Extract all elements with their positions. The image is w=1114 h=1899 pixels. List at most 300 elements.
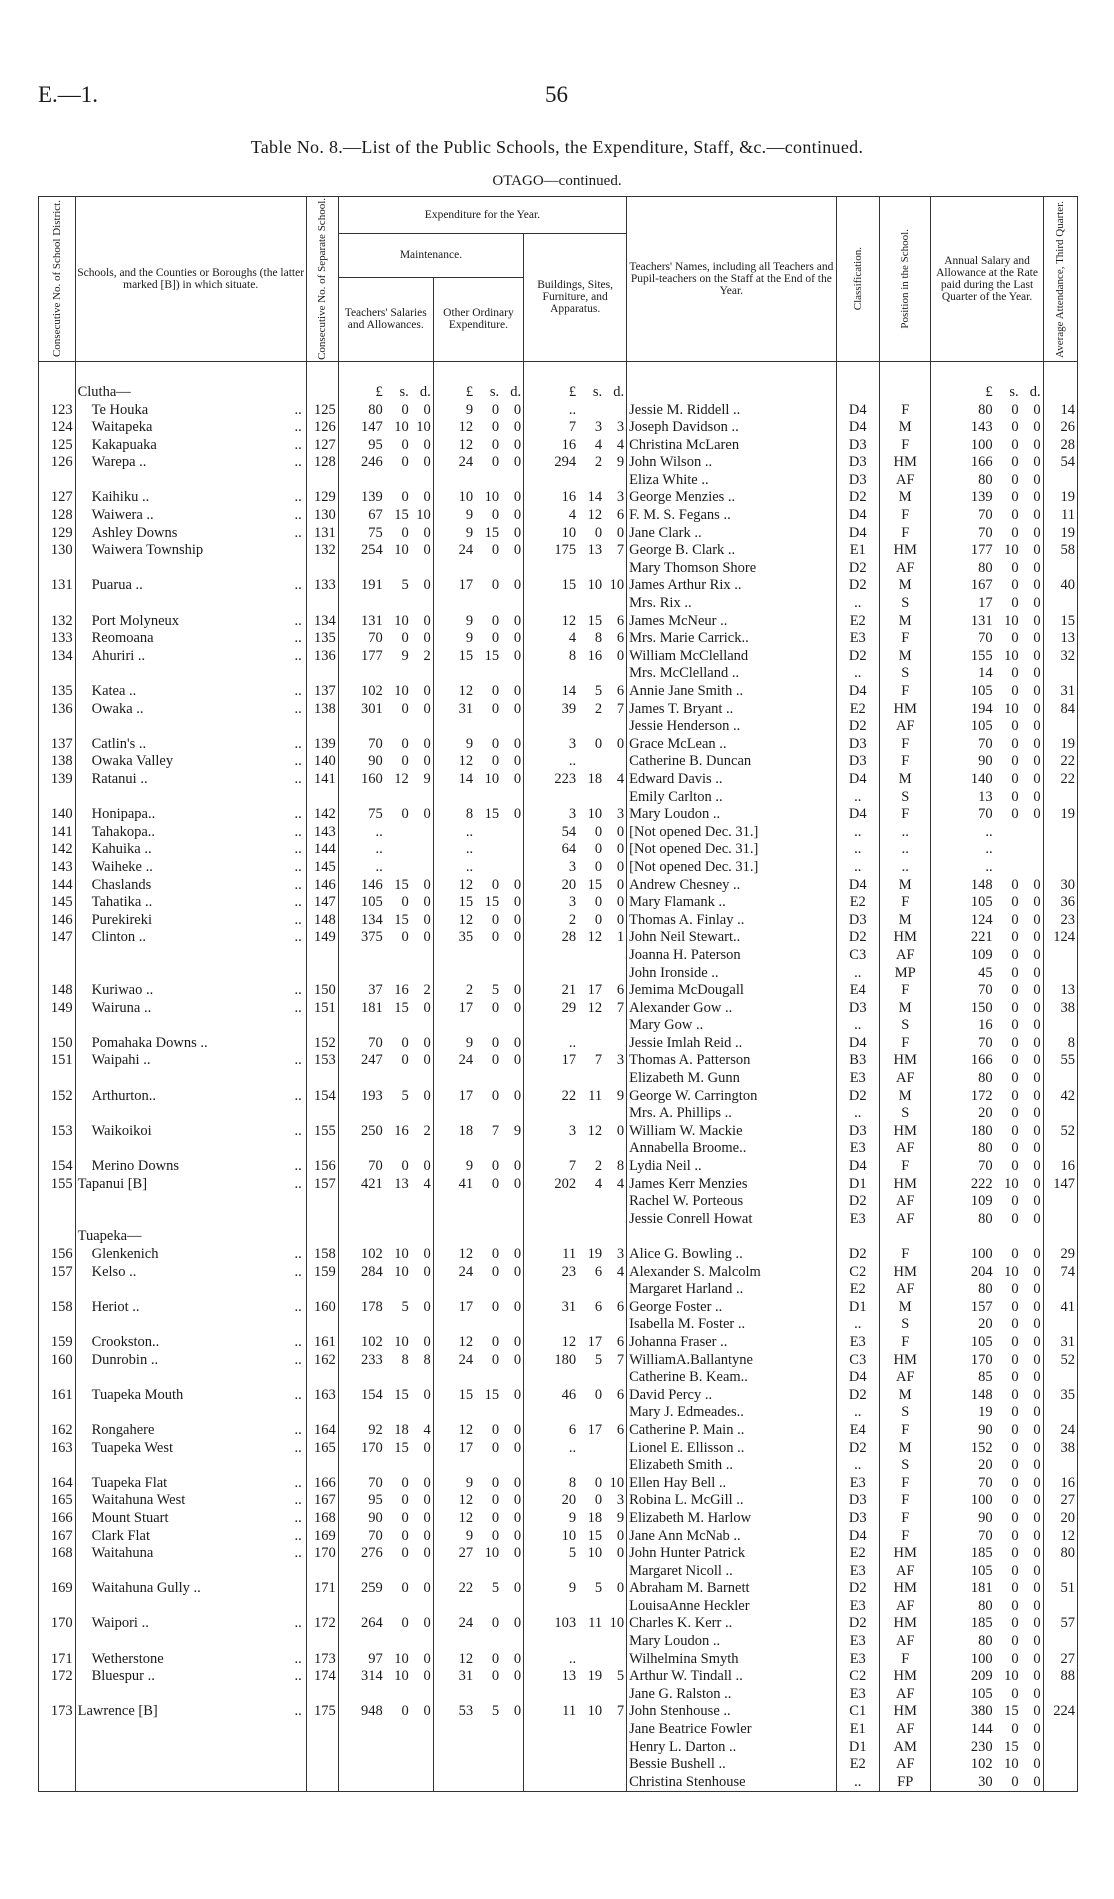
- school-name: [75, 1563, 306, 1581]
- teacher-name: James Arthur Rix ..: [627, 577, 836, 595]
- sal-pounds: 160: [360, 770, 383, 787]
- other-expenditure-cell: [433, 454, 523, 472]
- position: HM: [880, 929, 931, 947]
- table-row: [39, 1369, 1078, 1387]
- bld-pence: 6: [616, 1298, 625, 1315]
- ann-shillings: 0: [1011, 1404, 1019, 1421]
- ann-pounds: 16: [978, 1017, 993, 1034]
- district-number: 152: [39, 1088, 76, 1106]
- average-attendance: [1043, 1756, 1077, 1774]
- money-value: [933, 648, 1040, 666]
- salaries-cell: [338, 1492, 433, 1510]
- salaries-cell: [338, 1123, 433, 1141]
- sal-pence: 0: [423, 489, 431, 506]
- separate-school-number: [306, 665, 338, 683]
- oth-shillings: [479, 841, 499, 859]
- ann-shillings: 10: [1004, 612, 1019, 629]
- oth-shillings: 0: [491, 1351, 500, 1368]
- annual-salary-cell: [931, 1334, 1043, 1352]
- bld-pounds: 11: [562, 1246, 577, 1262]
- money-value: [436, 753, 521, 771]
- teacher-name: William McClelland: [627, 648, 836, 666]
- ann-shillings: 0: [1011, 1158, 1019, 1175]
- district-number: 166: [39, 1510, 76, 1528]
- other-expenditure-cell: [433, 1703, 523, 1721]
- money-value: [526, 894, 624, 912]
- teacher-name: Wilhelmina Smyth: [627, 1651, 836, 1669]
- separate-school-number: [306, 1756, 338, 1774]
- leader-dots: ..: [294, 454, 302, 471]
- school-name: [75, 736, 306, 754]
- buildings-cell: [524, 1651, 627, 1669]
- classification: D2: [836, 560, 879, 578]
- money-value: [341, 1615, 431, 1633]
- position: F: [880, 402, 931, 420]
- money-value: [933, 1422, 1040, 1440]
- bld-shillings: 15: [587, 876, 603, 893]
- money-value: [933, 1105, 1040, 1123]
- position: AF: [880, 947, 931, 965]
- money-value: [436, 1052, 521, 1070]
- sal-shillings: [389, 859, 409, 877]
- oth-pence: 0: [513, 1545, 522, 1562]
- ann-pounds: ..: [985, 841, 993, 858]
- other-expenditure-cell: [433, 1774, 523, 1792]
- bld-pence: 4: [616, 770, 625, 787]
- oth-pence: 0: [513, 894, 522, 911]
- average-attendance: 24: [1043, 1422, 1077, 1440]
- teacher-name: Elizabeth M. Gunn: [627, 1070, 836, 1088]
- buildings-cell: [524, 1739, 627, 1757]
- sal-shillings: 0: [401, 489, 409, 506]
- classification: E2: [836, 1545, 879, 1563]
- position: S: [880, 1017, 931, 1035]
- school-name: [75, 1615, 306, 1633]
- school-name-text: Kuriwao ..: [91, 982, 154, 999]
- sal-pence: 0: [423, 1263, 431, 1280]
- ann-pounds: 20: [978, 1105, 993, 1122]
- other-expenditure-cell: [433, 1070, 523, 1088]
- oth-pounds: 18: [458, 1122, 474, 1139]
- ann-pounds: 124: [970, 911, 993, 928]
- classification: D4: [836, 806, 879, 824]
- average-attendance: 224: [1043, 1703, 1077, 1721]
- bld-pounds: 46: [561, 1386, 577, 1403]
- salaries-cell: [338, 361, 433, 401]
- teacher-name: [Not opened Dec. 31.]: [627, 841, 836, 859]
- oth-shillings: 0: [491, 1087, 500, 1104]
- separate-school-number: [306, 1686, 338, 1704]
- bld-pence: 7: [616, 1703, 625, 1720]
- money-value: [933, 1492, 1040, 1510]
- ann-pence: 0: [1033, 489, 1041, 506]
- ann-pounds: 80: [978, 559, 993, 576]
- leader-dots: ..: [294, 1122, 302, 1139]
- bld-shillings: 2: [594, 700, 603, 717]
- salaries-cell: [338, 1105, 433, 1123]
- money-value: [933, 1387, 1040, 1405]
- position: F: [880, 753, 931, 771]
- salaries-cell: [338, 1598, 433, 1616]
- oth-shillings: 0: [491, 419, 500, 436]
- separate-school-number: [306, 1070, 338, 1088]
- teacher-name: Margaret Harland ..: [627, 1281, 836, 1299]
- money-value: [526, 912, 624, 930]
- sal-shillings: 10: [394, 612, 409, 629]
- teacher-name: Charles K. Kerr ..: [627, 1615, 836, 1633]
- money-value: [933, 1193, 1040, 1211]
- salaries-cell: [338, 1404, 433, 1422]
- annual-salary-cell: [931, 1105, 1043, 1123]
- other-expenditure-cell: [433, 1264, 523, 1282]
- salaries-cell: [338, 1070, 433, 1088]
- district-number: 130: [39, 542, 76, 560]
- ann-shillings: [999, 859, 1019, 877]
- salaries-cell: [338, 525, 433, 543]
- sal-shillings: 0: [401, 436, 409, 453]
- leader-dots: ..: [294, 841, 302, 858]
- money-value: [526, 1088, 624, 1106]
- oth-shillings: 0: [491, 1333, 500, 1350]
- teacher-name: Mrs. Rix ..: [627, 595, 836, 613]
- position: AF: [880, 718, 931, 736]
- sal-pounds: 421: [360, 1175, 383, 1192]
- buildings-cell: [524, 1158, 627, 1176]
- classification: D1: [836, 1299, 879, 1317]
- leader-dots: ..: [294, 683, 302, 699]
- oth-shillings: 0: [491, 454, 500, 471]
- money-value: [526, 736, 624, 754]
- money-value: [933, 1246, 1040, 1264]
- bld-pence: 4: [616, 436, 625, 453]
- annual-salary-cell: [931, 841, 1043, 859]
- oth-pounds: 12: [458, 1509, 474, 1526]
- bld-pounds: 9: [568, 1580, 577, 1597]
- money-value: [526, 1545, 624, 1563]
- money-value: [341, 1246, 431, 1264]
- table-row: [39, 1615, 1078, 1633]
- money-value: [933, 1369, 1040, 1387]
- ann-pounds: 144: [970, 1721, 993, 1738]
- annual-salary-cell: [931, 560, 1043, 578]
- oth-pounds: 35: [458, 929, 474, 946]
- sal-shillings: 0: [401, 1545, 409, 1562]
- ann-pence: 0: [1033, 1034, 1041, 1051]
- money-value: [436, 648, 521, 666]
- money-value: [933, 1035, 1040, 1053]
- ann-pence: 0: [1033, 735, 1041, 752]
- ann-pence: 0: [1033, 1650, 1041, 1667]
- bld-shillings: 12: [587, 929, 603, 946]
- oth-shillings: 0: [491, 1158, 500, 1175]
- ann-shillings: 0: [1011, 876, 1019, 893]
- ann-pence: 0: [1033, 999, 1041, 1016]
- teacher-name: Annabella Broome..: [627, 1140, 836, 1158]
- average-attendance: 58: [1043, 542, 1077, 560]
- average-attendance: 8: [1043, 1035, 1077, 1053]
- school-name-text: Owaka ..: [91, 700, 144, 717]
- separate-school-number: [306, 718, 338, 736]
- oth-pence: 0: [513, 1615, 522, 1632]
- salaries-cell: [338, 1299, 433, 1317]
- buildings-cell: [524, 1052, 627, 1070]
- average-attendance: [1043, 1739, 1077, 1757]
- separate-school-number: 161: [306, 1334, 338, 1352]
- oth-pence: 0: [513, 436, 522, 453]
- sal-shillings: 10: [394, 1668, 409, 1685]
- bld-pounds: 15: [561, 577, 577, 594]
- bld-pence: 9: [616, 1509, 625, 1526]
- ann-pence: 0: [1033, 964, 1041, 981]
- oth-pounds: ..: [465, 841, 474, 858]
- table-row: [39, 1668, 1078, 1686]
- school-name: [75, 1264, 306, 1282]
- separate-school-number: 140: [306, 753, 338, 771]
- table-row: [39, 437, 1078, 455]
- buildings-cell: [524, 841, 627, 859]
- school-name: [75, 1140, 306, 1158]
- school-name: [75, 1422, 306, 1440]
- money-value: [341, 1000, 431, 1018]
- ann-pounds: 13: [978, 788, 993, 805]
- school-name-text: Clutha—: [77, 383, 131, 400]
- annual-salary-cell: [931, 947, 1043, 965]
- money-value: [526, 542, 624, 560]
- annual-salary-cell: [931, 1176, 1043, 1194]
- average-attendance: 31: [1043, 683, 1077, 701]
- separate-school-number: 139: [306, 736, 338, 754]
- oth-shillings: 15: [484, 1386, 500, 1403]
- teacher-name: Catherine B. Keam..: [627, 1369, 836, 1387]
- money-value: [933, 1123, 1040, 1141]
- money-value: [933, 1176, 1040, 1194]
- header-position: Position in the School.: [880, 197, 931, 362]
- bld-pounds: 28: [561, 929, 577, 946]
- sal-pounds: 254: [360, 542, 383, 559]
- leader-dots: ..: [294, 894, 302, 911]
- buildings-cell: [524, 753, 627, 771]
- school-name: [75, 683, 306, 701]
- bld-pounds: ..: [568, 1439, 577, 1456]
- classification: D4: [836, 419, 879, 437]
- school-name: [75, 718, 306, 736]
- separate-school-number: 144: [306, 841, 338, 859]
- buildings-cell: [524, 1580, 627, 1598]
- buildings-cell: [524, 1299, 627, 1317]
- position: S: [880, 789, 931, 807]
- oth-pence: 0: [513, 630, 522, 647]
- other-expenditure-cell: [433, 1105, 523, 1123]
- money-value: [526, 1158, 624, 1176]
- ann-pence: 0: [1033, 876, 1041, 893]
- ann-pounds: 20: [978, 1316, 993, 1333]
- annual-salary-cell: [931, 1000, 1043, 1018]
- separate-school-number: 131: [306, 525, 338, 543]
- oth-shillings: 0: [491, 1298, 500, 1315]
- sal-pence: 0: [423, 1158, 431, 1175]
- position: AF: [880, 1140, 931, 1158]
- salaries-cell: [338, 437, 433, 455]
- district-number: 148: [39, 982, 76, 1000]
- buildings-cell: [524, 1228, 627, 1246]
- money-value: [526, 419, 624, 437]
- ann-shillings: 0: [1011, 577, 1019, 594]
- sal-pence: 0: [423, 401, 431, 418]
- oth-shillings: 10: [484, 770, 500, 787]
- district-number: 169: [39, 1580, 76, 1598]
- school-name-text: Ahuriri ..: [91, 647, 146, 664]
- annual-salary-cell: [931, 1264, 1043, 1282]
- money-value: [341, 384, 431, 402]
- sal-pence: 0: [423, 1439, 431, 1456]
- salaries-cell: [338, 1387, 433, 1405]
- position: M: [880, 877, 931, 895]
- ann-pence: 0: [1033, 542, 1041, 559]
- money-value: [341, 912, 431, 930]
- ann-pounds: 222: [970, 1175, 993, 1192]
- oth-pounds: 53: [458, 1703, 474, 1720]
- header-expenditure: Expenditure for the Year.: [338, 197, 626, 234]
- separate-school-number: 157: [306, 1176, 338, 1194]
- classification: D3: [836, 736, 879, 754]
- ann-shillings: 0: [1011, 1545, 1019, 1562]
- money-value: [341, 1668, 431, 1686]
- oth-pounds: 12: [458, 419, 474, 436]
- annual-salary-cell: [931, 437, 1043, 455]
- table-row: [39, 595, 1078, 613]
- ann-shillings: 0: [1011, 1421, 1019, 1438]
- sal-shillings: 16: [394, 1122, 409, 1139]
- other-expenditure-cell: [433, 1193, 523, 1211]
- oth-pounds: 15: [458, 647, 474, 664]
- table-row: [39, 1633, 1078, 1651]
- average-attendance: 38: [1043, 1440, 1077, 1458]
- money-value: [933, 859, 1040, 877]
- oth-shillings: [479, 824, 499, 842]
- money-value: [526, 613, 624, 631]
- salaries-cell: [338, 841, 433, 859]
- district-number: 149: [39, 1000, 76, 1018]
- salaries-cell: [338, 1774, 433, 1792]
- money-value: [436, 1528, 521, 1546]
- ann-pence: 0: [1033, 419, 1041, 436]
- classification: E2: [836, 701, 879, 719]
- school-name: [75, 419, 306, 437]
- money-value: [933, 701, 1040, 719]
- school-name: [75, 613, 306, 631]
- district-number: [39, 1739, 76, 1757]
- teacher-name: George Foster ..: [627, 1299, 836, 1317]
- header-attendance: Average Attendance, Third Quarter.: [1043, 197, 1077, 362]
- other-expenditure-cell: [433, 577, 523, 595]
- other-expenditure-cell: [433, 1158, 523, 1176]
- district-number: 128: [39, 507, 76, 525]
- salaries-cell: [338, 648, 433, 666]
- table-row: [39, 1774, 1078, 1792]
- classification: E2: [836, 1756, 879, 1774]
- bld-pence: 0: [616, 823, 625, 840]
- classification: D2: [836, 577, 879, 595]
- oth-pence: 0: [513, 1034, 522, 1051]
- table-row: [39, 1580, 1078, 1598]
- leader-dots: ..: [294, 982, 302, 999]
- district-number: 131: [39, 577, 76, 595]
- district-number: 137: [39, 736, 76, 754]
- money-value: [341, 1580, 431, 1598]
- ann-shillings: 0: [1011, 718, 1019, 735]
- bld-pence: 8: [616, 1158, 625, 1175]
- leader-dots: ..: [294, 489, 302, 506]
- leader-dots: ..: [294, 1668, 302, 1685]
- bld-pounds: 12: [561, 1333, 577, 1350]
- school-name: [75, 1492, 306, 1510]
- bld-pence: 10: [609, 577, 625, 594]
- bld-pence: 3: [616, 1246, 625, 1262]
- annual-salary-cell: [931, 1686, 1043, 1704]
- bld-pounds: 180: [554, 1351, 577, 1368]
- annual-salary-cell: [931, 665, 1043, 683]
- school-name: [75, 1000, 306, 1018]
- header-schools: Schools, and the Counties or Boroughs (the latter marked [B]) in which situate.: [75, 197, 306, 362]
- annual-salary-cell: [931, 1052, 1043, 1070]
- ann-pence: 0: [1033, 1193, 1041, 1210]
- salaries-cell: [338, 736, 433, 754]
- bld-pounds: 3: [568, 806, 577, 823]
- district-number: [39, 472, 76, 490]
- table-row: [39, 1299, 1078, 1317]
- sal-shillings: 0: [401, 1158, 409, 1175]
- salaries-cell: [338, 1475, 433, 1493]
- other-expenditure-cell: [433, 472, 523, 490]
- table-row: [39, 1140, 1078, 1158]
- table-row: [39, 1651, 1078, 1669]
- ann-pounds: 100: [970, 436, 993, 453]
- table-row: [39, 1457, 1078, 1475]
- sal-shillings: 0: [401, 524, 409, 541]
- oth-pounds: 12: [458, 436, 474, 453]
- other-expenditure-cell: [433, 525, 523, 543]
- teacher-name: Jane Ann McNab ..: [627, 1528, 836, 1546]
- bld-shillings: 19: [587, 1668, 603, 1685]
- table-row: [39, 454, 1078, 472]
- table-row: [39, 577, 1078, 595]
- teacher-name: Mary Loudon ..: [627, 1633, 836, 1651]
- ann-pounds: 139: [970, 489, 993, 506]
- average-attendance: [1043, 1633, 1077, 1651]
- separate-school-number: 127: [306, 437, 338, 455]
- table-row: [39, 1246, 1078, 1264]
- ann-shillings: 0: [1011, 630, 1019, 647]
- school-name-text: Kelso ..: [91, 1263, 137, 1280]
- table-row: [39, 1422, 1078, 1440]
- money-value: [341, 1545, 431, 1563]
- ann-pence: [1025, 824, 1041, 842]
- buildings-cell: [524, 1264, 627, 1282]
- bld-shillings: 17: [587, 1333, 603, 1350]
- bld-shillings: 5: [594, 1351, 603, 1368]
- bld-pounds: 9: [568, 1509, 577, 1526]
- school-name: [75, 1387, 306, 1405]
- money-value: [526, 859, 624, 877]
- money-value: [933, 1211, 1040, 1229]
- school-name-text: Waipahi ..: [91, 1052, 151, 1069]
- teacher-name: [Not opened Dec. 31.]: [627, 824, 836, 842]
- money-value: [933, 894, 1040, 912]
- salaries-cell: [338, 665, 433, 683]
- money-value: [933, 718, 1040, 736]
- district-number: 155: [39, 1176, 76, 1194]
- money-value: [526, 577, 624, 595]
